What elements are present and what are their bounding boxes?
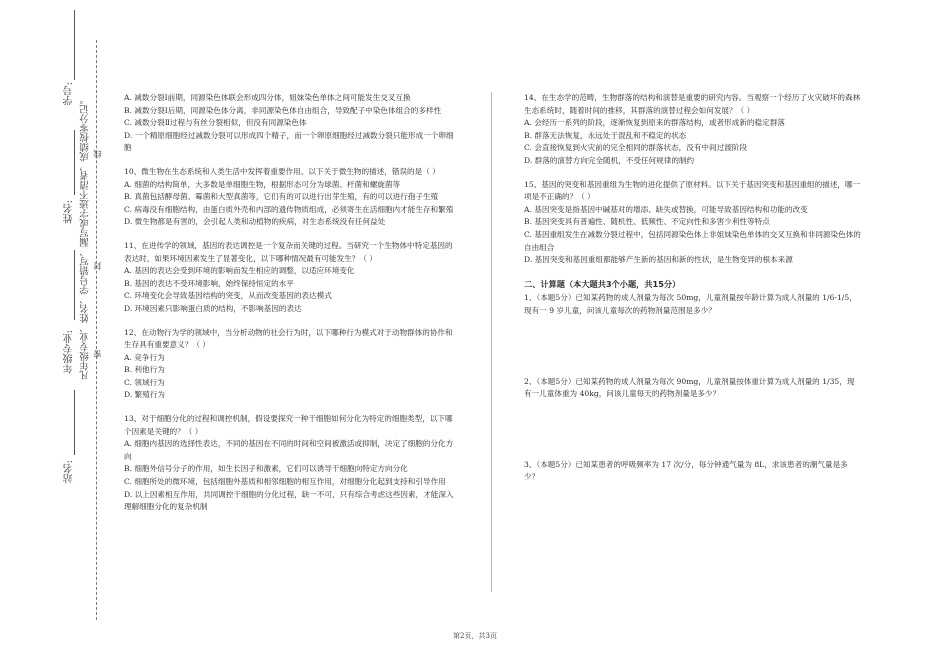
option-b: B. 真菌包括酵母菌、霉菌和大型真菌等，它们有的可以进行出芽生殖，有的可以进行孢子生殖	[124, 192, 439, 202]
question-stem: 12、在动物行为学的领域中，当分析动物的社会行为时，以下哪种行为模式对于动物群体的协作和生存具有重要意义？（ ）	[124, 327, 453, 350]
calc-question-3: 3、（本题5分）已知某患者的呼吸频率为 17 次/分，每分钟通气量为 8L，求该患者的潮气量是多少？	[524, 459, 848, 482]
option-c: C. 会直接恢复到火灾前的完全相同的群落状态，没有中间过渡阶段	[524, 143, 747, 153]
option-a: A. 基因的表达会受到环境的影响而发生相应的调整，以适应环境变化	[124, 266, 355, 276]
option-b: B. 基因突变具有普遍性、随机性、低频性、不定向性和多害少利性等特点	[524, 217, 770, 227]
station-label: 站名:	[64, 460, 75, 484]
option-c: C. 细胞所处的微环境，包括细胞外基质和相邻细胞的相互作用，对细胞分化起到支持和引导作用	[124, 477, 446, 487]
left-column	[124, 92, 459, 525]
column-divider	[491, 92, 492, 592]
option-b: B. 群落无法恢复，永远处于混乱和不稳定的状态	[524, 130, 687, 140]
student-id-label: 学号:	[64, 82, 75, 106]
question-11	[124, 240, 459, 316]
calc-question-1: 1、（本题5分）已知某药物的成人剂量为每次 50mg，儿童剂量按年龄计算为成人剂量的 1/6-1/5，现有一 9 岁儿童，问该儿童每次的药物剂量范围是多少？	[524, 293, 857, 315]
option-d: D. 基因突变和基因重组都能够产生新的基因和新的性状，是生物变异的根本来源	[524, 255, 793, 265]
option-d: D. 群落的演替方向完全随机，不受任何规律的制约	[524, 155, 695, 165]
question-stem: 14、在生态学的范畴，生物群落的结构和演替是重要的研究内容。当观察一个经历了火灾破坏的森林生态系统时，随着时间的推移，其群落的演替过程会如何发展？（ ）	[524, 93, 861, 115]
right-column	[524, 92, 862, 484]
name-label: 姓名:	[64, 200, 75, 224]
option-c: C. 领域行为	[124, 377, 165, 387]
notice-text: 凡年级专业、姓名、学号错写、漏写或字迹不清者，成绩按零分记。	[80, 95, 91, 380]
seal-char-mi: 密	[93, 350, 102, 358]
grade-major-blank	[74, 250, 75, 320]
option-a: A. 细菌的结构简单，大多数是单细胞生物，根据形态可分为球菌、杆菌和螺旋菌等	[124, 179, 401, 189]
option-b: B. 利他行为	[124, 365, 165, 375]
question-13	[124, 413, 459, 514]
binding-dashed-line	[96, 40, 97, 620]
question-stem: 10、微生物在生态系统和人类生活中发挥着重要作用。以下关于微生物的描述，错误的是（ ）	[124, 166, 440, 176]
section-title-calculation: 二、计算题（本大题共3个小题，共15分）	[524, 278, 681, 289]
station-blank	[74, 390, 75, 455]
name-blank	[74, 130, 75, 195]
student-id-blank	[74, 10, 75, 80]
option-b: B. 细胞外信号分子的作用，如生长因子和激素，它们可以诱导干细胞向特定方向分化	[124, 464, 408, 474]
option-d: D. 一个精原细胞经过减数分裂可以形成四个精子，而一个卵原细胞经过减数分裂只能形成一个卵细胞	[124, 130, 454, 153]
option-d: D. 繁殖行为	[124, 390, 166, 400]
option-a: A. 会经历一系列的阶段，逐渐恢复到原来的群落结构，或者形成新的稳定群落	[524, 118, 785, 128]
question-9-options	[124, 92, 459, 155]
option-b: B. 基因的表达不受环境影响，始终保持恒定的水平	[124, 278, 294, 288]
option-a: A. 竞争行为	[124, 352, 165, 362]
seal-char-feng: 封	[93, 262, 102, 270]
question-10	[124, 166, 459, 229]
option-c: C. 减数分裂Ⅱ过程与有丝分裂相似，但没有同源染色体	[124, 118, 307, 128]
question-14	[524, 92, 862, 168]
option-c: C. 环境变化会导致基因结构的突变，从而改变基因的表达模式	[124, 291, 332, 301]
option-d: D. 环境因素只影响蛋白质的结构，不影响基因的表达	[124, 303, 302, 313]
question-stem: 11、在进传学的领域，基因的表达调控是一个复杂而关键的过程。当研究一个生物体中特定基因的表达时，如果环境因素发生了显著变化，以下哪种情况最有可能发生？（ ）	[124, 240, 453, 263]
option-c: C. 病毒没有细胞结构，由蛋白质外壳和内部的遗传物质组成，必须寄生在活细胞内才能生存和繁殖	[124, 204, 454, 214]
question-stem: 15、基因的突变和基因重组为生物的进化提供了原材料。以下关于基因突变和基因重组的描述，哪一项是不正确的？（ ）	[524, 179, 861, 202]
option-b: B. 减数分裂Ⅰ后期，同源染色体分离，非同源染色体自由组合，导致配子中染色体组合的多样性	[124, 105, 442, 115]
question-12	[124, 327, 459, 403]
option-d: D. 微生物都是有害的，会引起人类和动植物的疾病，对生态系统没有任何益处	[124, 217, 386, 227]
option-a: A. 基因突变是指基因中碱基对的增添、缺失或替换，可能导致基因结构和功能的改变	[524, 204, 808, 214]
binding-strip	[0, 0, 110, 672]
option-a: A. 细胞内基因的选择性表达，不同的基因在不同的时间和空间被激活或抑制，决定了细胞的分化方向	[124, 439, 454, 461]
option-a: A. 减数分裂Ⅰ前期，同源染色体联会形成四分体，姐妹染色单体之间可能发生交叉互换	[124, 93, 411, 102]
calc-question-2: 2、（本题5分）已知某药物的成人剂量为每次 90mg，儿童剂量按体重计算为成人剂量的 1/35，现有一儿童体重为 40kg，问该儿童每天的药物剂量是多少？	[524, 376, 855, 399]
option-c: C. 基因重组发生在减数分裂过程中，包括同源染色体上非姐妹染色单体的交叉互换和非同源染色体的自由组合	[524, 229, 861, 252]
page-footer: 第2页，共3页	[453, 632, 497, 640]
seal-char-xian: 线	[93, 150, 102, 158]
grade-major-label: 年级专业:	[64, 330, 75, 374]
question-15	[524, 179, 862, 267]
question-stem: 13、对于细胞分化的过程和调控机制，假设要探究一种干细胞如何分化为特定的细胞类型，以下哪个因素是关键的？（ ）	[124, 414, 453, 436]
option-d: D. 以上因素相互作用，共同调控干细胞的分化过程，缺一不可，只有综合考虑这些因素，才能深入理解细胞分化的复杂机制	[124, 489, 454, 512]
